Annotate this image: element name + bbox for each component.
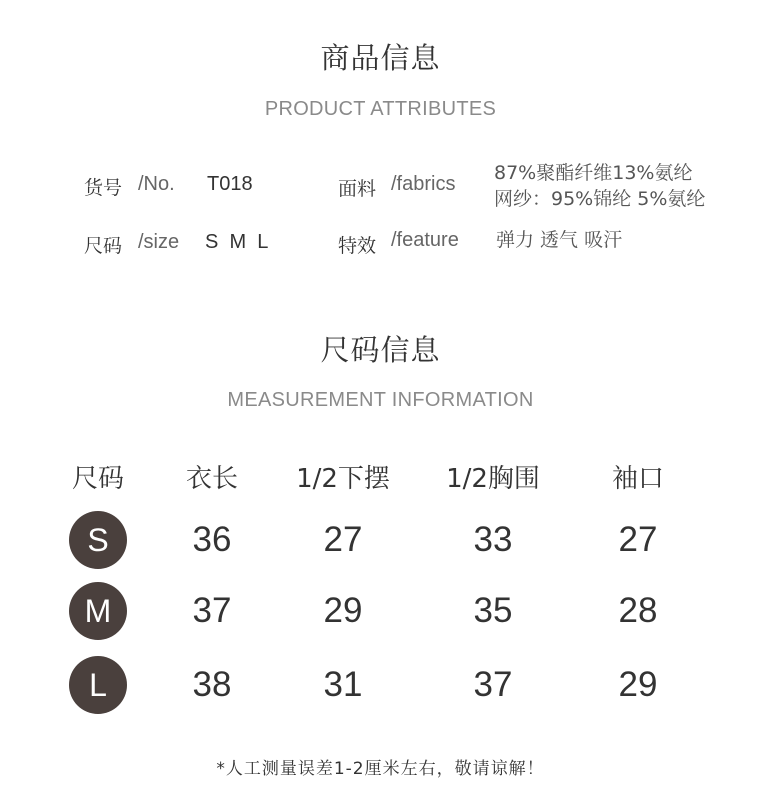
- attr-size-label: 尺码: [84, 235, 123, 257]
- column-header: 衣长: [185, 464, 238, 494]
- table-cell: 37: [192, 591, 232, 630]
- measurement-title-en: MEASUREMENT INFORMATION: [227, 389, 534, 411]
- table-cell: 36: [192, 520, 232, 559]
- table-cell: 27: [323, 520, 363, 559]
- table-cell: 37: [473, 665, 513, 704]
- column-header: 袖口: [611, 464, 664, 494]
- attr-size-value: S M L: [205, 231, 269, 253]
- measurement-title-zh: 尺码信息: [320, 333, 441, 367]
- column-header: 1/2胸围: [446, 464, 540, 494]
- column-header: 1/2下摆: [296, 464, 390, 494]
- table-cell: 31: [323, 665, 363, 704]
- attr-feature-value: 弹力 透气 吸汗: [496, 229, 623, 251]
- table-cell: 29: [618, 665, 658, 704]
- attr-fabric-value-line2: 网纱：95%锦纶 5%氨纶: [494, 188, 706, 210]
- attr-fabric-label: 面料: [338, 178, 377, 200]
- measurement-note: *人工测量误差1-2厘米左右，敬请谅解！: [216, 759, 545, 779]
- product-title-en: PRODUCT ATTRIBUTES: [264, 98, 497, 120]
- table-cell: 27: [618, 520, 658, 559]
- table-cell: 28: [618, 591, 658, 630]
- size-badge-m: M: [69, 582, 127, 640]
- attr-number-value: T018: [207, 173, 253, 195]
- size-badge-s: S: [69, 511, 127, 569]
- attr-fabric-label-en: /fabrics: [391, 173, 456, 195]
- column-header: 尺码: [71, 464, 124, 494]
- size-badge-l: L: [69, 656, 127, 714]
- table-cell: 33: [473, 520, 513, 559]
- attr-feature-label: 特效: [338, 235, 377, 257]
- table-cell: 38: [192, 665, 232, 704]
- product-title-zh: 商品信息: [320, 41, 441, 75]
- attr-number-label: 货号: [84, 177, 123, 199]
- attr-feature-label-en: /feature: [391, 229, 459, 251]
- attr-fabric-value-line1: 87%聚酯纤维13%氨纶: [494, 162, 693, 184]
- attr-number-label-en: /No.: [138, 173, 175, 195]
- table-cell: 29: [323, 591, 363, 630]
- attr-size-label-en: /size: [138, 231, 180, 253]
- table-cell: 35: [473, 591, 513, 630]
